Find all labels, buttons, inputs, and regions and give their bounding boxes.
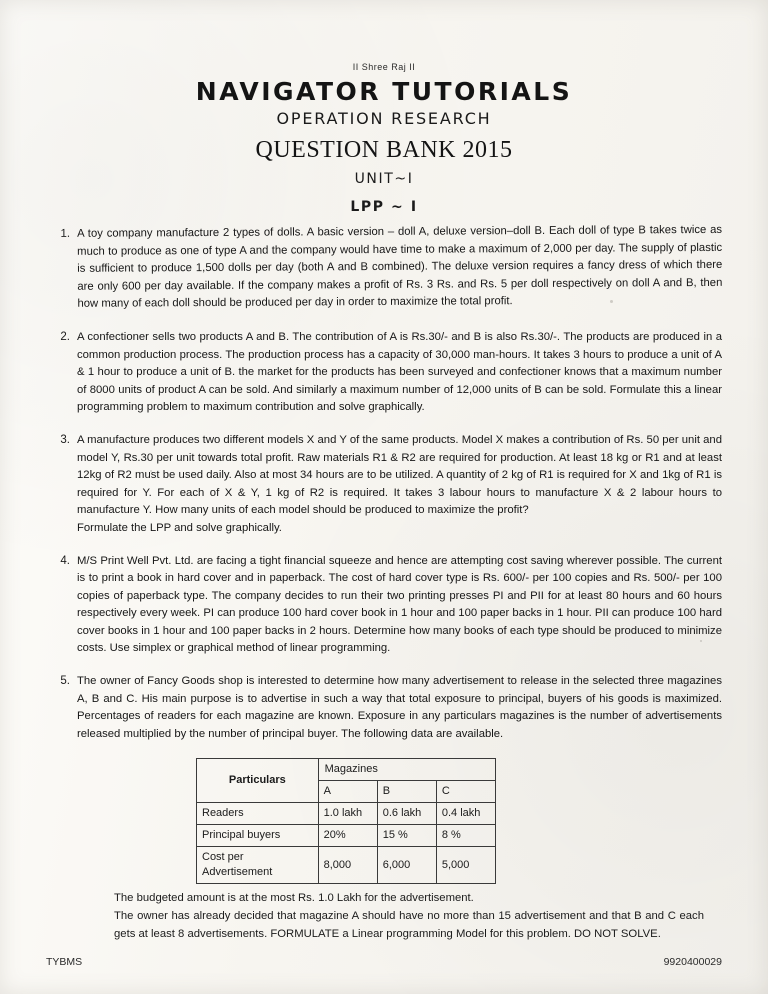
question-text: A confectioner sells two products A and B. The contribution of A is Rs.30/- and B is also Rs.30/-. The products are produced in a common production process. The production process has a capacity of 30,000 man-hours. It takes 3 hours to produce a unit of A & 1 hour to produce a unit of B. the market for the products has been surveyed and confectioner knows that a maximum number of 8000 units of product A can be sold. And similarly a maximum number of 12,000 units of B can be sold. Formulate this a linear programming problem to maximum contribution and solve graphically. xyxy=(77,330,722,414)
scan-speck xyxy=(150,470,152,472)
question-text: A manufacture produces two different models X and Y of the same products. Model X makes a contribution of Rs. 50 per unit and model Y, Rs.30 per unit towards total profit. Raw materials R1 & R2 are required for production. At least 18 kg or R1 and at least 12kg of R2 must be used daily. Also at most 34 hours are to be utilized. A quantity of 2 kg of R1 is required for X and 1kg of R1 is required for Y. For each of X & Y, 1 kg of R2 is required. It takes 3 labour hours to manufacture X & 2 labour hours to manufacture Y. How many units of each model should be produced to maximize the profit? xyxy=(77,433,722,517)
question-item xyxy=(46,432,722,538)
question-number: 5. xyxy=(60,675,70,688)
question-list xyxy=(46,223,723,743)
footer-course-code: TYBMS xyxy=(46,956,83,968)
question-number: 4. xyxy=(60,554,70,567)
shree-invocation: II Shree Raj II xyxy=(352,62,416,72)
table-header-row xyxy=(197,759,496,781)
question-item xyxy=(46,673,722,743)
cell-value: 6,000 xyxy=(377,847,436,884)
cell-value: 0.4 lakh xyxy=(436,803,495,825)
organization-title: NAVIGATOR TUTORIALS xyxy=(195,77,573,106)
row-label: Principal buyers xyxy=(197,825,319,847)
question-number: 1. xyxy=(60,227,71,240)
question-number: 2. xyxy=(60,330,70,343)
question-text: The owner of Fancy Goods shop is interested to determine how many advertisement to release in the selected three magazines A, B and C. His main purpose is to advertise in such a way that total exposure to principal, buyers of his goods is maximized. Percentages of readers for each magazine are known. Exposure in any particulars magazines is the number of advertisements released multiplied by the number of principal buyer. The following data are available. xyxy=(77,675,722,740)
constraints-note: The owner has already decided that magazine A should have no more than 15 advertisement and that B and C each gets at least 8 advertisements. FORMULATE a Linear programming Model for this problem. DO NOT SOLVE. xyxy=(114,910,704,940)
section-label: LPP ~ I xyxy=(350,199,418,215)
table-column-b: B xyxy=(377,781,436,803)
question-text: A toy company manufacture 2 types of dolls. A basic version – doll A, deluxe version–doll B. Each doll of type B takes twice as much to produce as one of type A and the company would have time to make a maximum of 2,000 per day. The supply of plastic is sufficient to produce 1,500 dolls per day (both A and B combined). The deluxe version requires a fancy dress of which there are only 600 per day available. If the company makes a profit of Rs. 3 Rs. and Rs. 5 per doll respectively on doll A and B, then how many of each doll should be produced per day in order to maximize the total profit. xyxy=(77,223,723,311)
row-label: Cost per Advertisement xyxy=(197,847,319,884)
table-corner-header: Particulars xyxy=(197,759,319,803)
question-text-continued: Formulate the LPP and solve graphically. xyxy=(77,521,282,534)
table-row xyxy=(197,825,496,847)
question-bank-title: QUESTION BANK 2015 xyxy=(255,137,513,163)
question-text: M/S Print Well Pvt. Ltd. are facing a tight financial squeeze and hence are attempting cost saving wherever possible. The current is to print a book in hard cover and in paperback. The cost of hard cover type is Rs. 600/- per 100 copies and Rs. 500/- per 100 copies of paperback type. The company decides to run their two printing presses PI and PII for at least 80 hours and 60 hours respectively every week. PI can produce 100 hard cover book in 1 hour and 100 paper backs in 1 hour. PII can produce 100 hard cover books in 1 hour and 100 paper backs in 2 hours. Determine how many books of each type should be produced to minimize costs. Use simplex or graphical method of linear programming. xyxy=(77,554,722,655)
document-header xyxy=(46,0,722,215)
subject-title: OPERATION RESEARCH xyxy=(276,109,492,128)
question-item xyxy=(46,222,723,314)
cell-value: 1.0 lakh xyxy=(318,803,377,825)
cell-value: 8,000 xyxy=(318,847,377,884)
table-row xyxy=(197,847,496,884)
budget-note: The budgeted amount is at the most Rs. 1.0 Lakh for the advertisement. xyxy=(114,892,474,905)
cell-value: 0.6 lakh xyxy=(377,803,436,825)
row-label: Readers xyxy=(197,803,319,825)
cell-value: 5,000 xyxy=(436,847,495,884)
magazines-data-table xyxy=(196,758,496,884)
unit-label: UNIT~I xyxy=(354,171,414,187)
cell-value: 15 % xyxy=(377,825,436,847)
question-number: 3. xyxy=(60,433,70,446)
footer-contact-number: 9920400029 xyxy=(663,956,722,968)
cell-value: 8 % xyxy=(436,825,495,847)
question-item xyxy=(46,329,722,417)
table-group-header: Magazines xyxy=(318,759,495,781)
table-column-a: A xyxy=(318,781,377,803)
question-item xyxy=(46,553,722,659)
cell-value: 20% xyxy=(318,825,377,847)
magazines-data-table-wrapper xyxy=(196,758,496,884)
page-footer xyxy=(46,956,722,968)
table-column-c: C xyxy=(436,781,495,803)
table-row xyxy=(197,803,496,825)
scan-speck xyxy=(700,640,702,642)
